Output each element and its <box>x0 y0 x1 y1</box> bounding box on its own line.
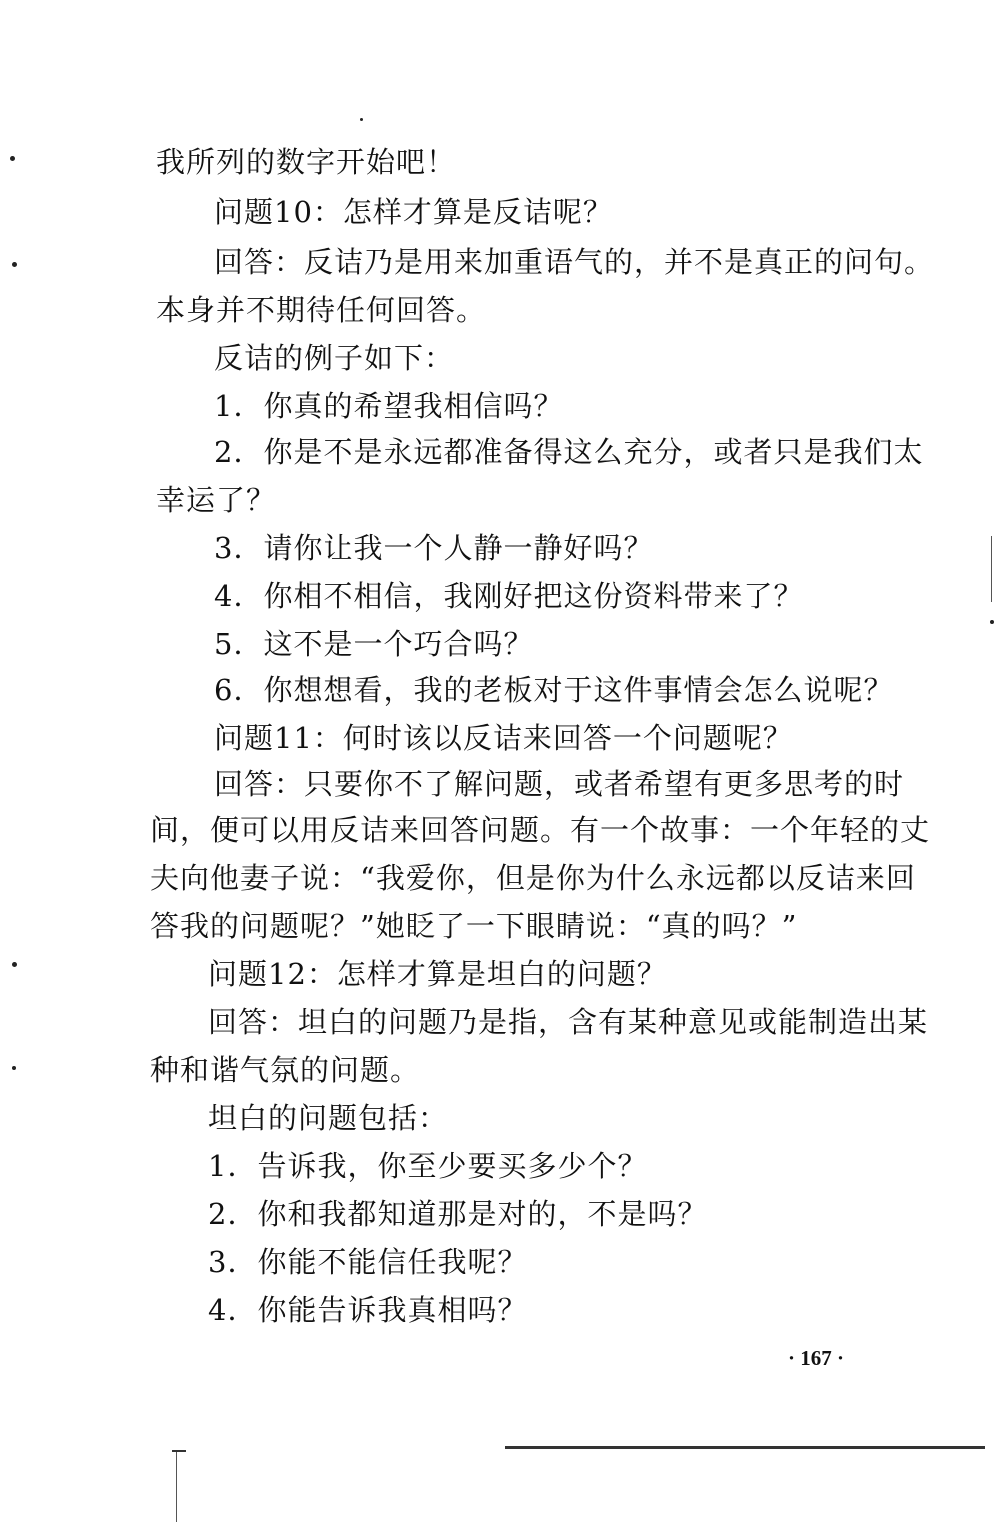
scan-edge-line <box>172 1450 186 1452</box>
scan-speck <box>360 118 363 121</box>
text-line: 问题10：怎样才算是反诘呢？ <box>214 195 613 229</box>
text-line: 回答：坦白的问题乃是指，含有某种意见或能制造出某 <box>208 1005 929 1039</box>
scan-edge-mark <box>991 536 992 602</box>
text-line: 幸运了？ <box>156 483 277 517</box>
list-item: 5．这不是一个巧合吗？ <box>214 627 534 661</box>
text-line: 问题12：怎样才算是坦白的问题？ <box>208 957 667 991</box>
text-line: 本身并不期待任何回答。 <box>156 293 487 327</box>
text-line: 夫向他妻子说：“我爱你，但是你为什么永远都以反诘来回 <box>150 861 916 895</box>
list-item: 6．你想想看，我的老板对于这件事情会怎么说呢？ <box>214 673 894 707</box>
list-item: 3．你能不能信任我呢？ <box>208 1245 528 1279</box>
text-line: 回答：反诘乃是用来加重语气的，并不是真正的问句。 <box>214 245 935 279</box>
text-line: 问题11：何时该以反诘来回答一个问题呢？ <box>214 721 793 755</box>
list-item: 2．你是不是永远都准备得这么充分，或者只是我们太 <box>214 435 924 469</box>
list-item: 2．你和我都知道那是对的，不是吗？ <box>208 1197 708 1231</box>
text-line: 坦白的问题包括： <box>208 1101 449 1135</box>
scan-speck <box>12 262 17 267</box>
scan-edge-line <box>505 1446 985 1449</box>
list-item: 4．你相不相信，我刚好把这份资料带来了？ <box>214 579 804 613</box>
list-item: 1．你真的希望我相信吗？ <box>214 389 564 423</box>
scan-speck <box>10 156 15 161</box>
scan-edge-mark <box>176 1452 177 1522</box>
text-line: 反诘的例子如下： <box>214 341 455 375</box>
text-line: 回答：只要你不了解问题，或者希望有更多思考的时 <box>214 767 905 801</box>
scan-speck <box>12 962 17 967</box>
text-line: 答我的问题呢？”她眨了一下眼睛说：“真的吗？” <box>150 909 798 943</box>
list-item: 1．告诉我，你至少要买多少个？ <box>208 1149 648 1183</box>
list-item: 4．你能告诉我真相吗？ <box>208 1293 528 1327</box>
text-line: 种和谐气氛的问题。 <box>150 1053 421 1087</box>
scan-speck <box>990 620 994 624</box>
page-number: · 167 · <box>788 1346 845 1370</box>
text-line: 我所列的数字开始吧！ <box>156 145 457 179</box>
scan-speck <box>12 1066 16 1070</box>
text-line: 间，便可以用反诘来回答问题。有一个故事：一个年轻的丈 <box>150 813 931 847</box>
list-item: 3．请你让我一个人静一静好吗？ <box>214 531 654 565</box>
